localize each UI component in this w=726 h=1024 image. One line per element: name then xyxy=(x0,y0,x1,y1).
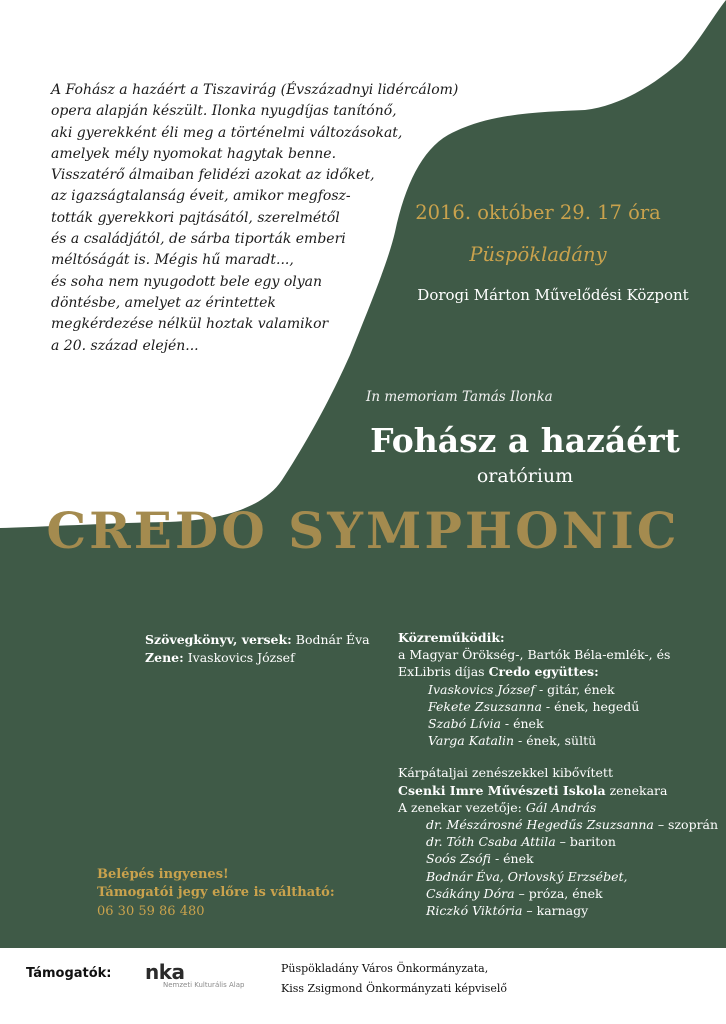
intro-line: aki gyerekként éli meg a történelmi változásokat, xyxy=(51,124,403,141)
soloist-row xyxy=(398,850,718,867)
main-title: CREDO SYMPHONIC xyxy=(46,501,680,560)
libretto-label: Szövegkönyv, versek: xyxy=(145,632,292,647)
leader-name: Gál András xyxy=(525,799,597,815)
soloist-row xyxy=(398,833,718,850)
soloist-name: Soós Zsófi xyxy=(426,851,491,867)
member-row xyxy=(398,732,718,749)
soloist-name: Csákány Dóra xyxy=(426,885,515,901)
soloist-role: - ének xyxy=(490,851,534,867)
logo-text: nka xyxy=(145,960,185,984)
intro-line: méltóságát is. Mégis hű maradt..., xyxy=(51,252,294,269)
work-subtitle: oratórium xyxy=(476,465,574,487)
member-role: - ének, sültü xyxy=(514,733,597,749)
intro-line: és soha nem nyugodott bele egy olyan xyxy=(51,273,323,290)
soloist-row xyxy=(398,816,718,833)
orchestra-suffix: zenekara xyxy=(605,782,668,798)
logo-subtitle: Nemzeti Kulturális Alap xyxy=(163,981,245,989)
memoriam-line: In memoriam Tamás Ilonka xyxy=(366,389,553,405)
libretto-value: Bodnár Éva xyxy=(295,632,370,647)
ensemble-suffix: : xyxy=(594,664,599,680)
music-credit xyxy=(145,649,370,667)
member-name: Szabó Lívia xyxy=(428,716,501,732)
leader-line xyxy=(398,799,718,816)
member-name: Varga Katalin xyxy=(428,733,515,749)
music-value: Ivaskovics József xyxy=(187,650,295,665)
orchestra-line xyxy=(398,782,718,799)
soloist-name: dr. Tóth Csaba Attila xyxy=(426,834,556,850)
event-venue: Dorogi Márton Művelődési Központ xyxy=(417,286,689,304)
ensemble-prefix: ExLibris díjas xyxy=(398,664,485,680)
sponsor-line: Püspökladány Város Önkormányzata, xyxy=(281,962,489,975)
intro-line: az igazságtalanság éveit, amikor megfosz- xyxy=(51,188,351,205)
credits-heading: Közreműködik: xyxy=(398,630,505,645)
orchestra-line: Kárpátaljai zenészekkel kibővített xyxy=(398,765,613,781)
soloist-role: – bariton xyxy=(555,834,616,850)
soloist-role: – próza, ének xyxy=(514,885,603,901)
credits-left xyxy=(145,631,370,667)
intro-line: döntésbe, amelyet az érintettek xyxy=(51,294,276,311)
ensemble-name: Credo együttes xyxy=(488,664,595,680)
music-label: Zene: xyxy=(145,650,184,665)
soloist-role: – szoprán xyxy=(653,817,719,833)
intro-line: amelyek mély nyomokat hagytak benne. xyxy=(51,145,337,162)
nka-logo xyxy=(145,960,275,990)
ensemble-line: a Magyar Örökség-, Bartók Béla-emlék-, és xyxy=(398,647,671,663)
ticket-line: Támogatói jegy előre is váltható: xyxy=(97,885,335,901)
supporters-label: Támogatók: xyxy=(26,966,112,981)
intro-line: opera alapján készült. Ilonka nyugdíjas tanítónő, xyxy=(51,103,397,120)
member-role: - ének xyxy=(500,716,544,732)
ensemble-line xyxy=(398,663,718,680)
soloist-name: dr. Mészárosné Hegedűs Zsuzsanna xyxy=(426,817,654,833)
intro-line: a 20. század elején... xyxy=(51,337,199,354)
intro-line: megkérdezése nélkül hoztak valamikor xyxy=(51,316,329,333)
intro-line: és a családjától, de sárba tiporták emberi xyxy=(51,231,346,248)
free-entry-line: Belépés ingyenes! xyxy=(97,867,229,882)
intro-line: A Fohász a hazáért a Tiszavirág (Évszázadnyi lidércálom) xyxy=(51,82,459,98)
work-title: Fohász a hazáért xyxy=(370,421,680,460)
member-role: - ének, hegedű xyxy=(541,698,640,714)
sponsor-line: Kiss Zsigmond Önkormányzati képviselő xyxy=(281,982,508,995)
soloist-row xyxy=(398,902,718,919)
soloist-row xyxy=(398,885,718,902)
libretto-credit xyxy=(145,631,370,649)
sponsor-list xyxy=(281,959,507,999)
member-role: - gitár, ének xyxy=(534,681,615,697)
orchestra-name: Csenki Imre Művészeti Iskola xyxy=(398,782,606,798)
leader-label: A zenekar vezetője: xyxy=(398,799,526,815)
event-date: 2016. október 29. 17 óra xyxy=(415,201,661,224)
spacer xyxy=(398,749,718,764)
intro-line: tották gyerekkori pajtásától, szerelmétől xyxy=(51,209,340,226)
soloist-name: Bodnár Éva, Orlovský Erzsébet, xyxy=(426,868,628,884)
member-name: Ivaskovics József xyxy=(428,681,535,697)
soloist-name: Riczkó Viktória xyxy=(426,903,523,919)
member-name: Fekete Zsuzsanna xyxy=(428,698,542,714)
entry-info xyxy=(97,866,335,921)
credits-right xyxy=(398,629,718,919)
member-row xyxy=(398,698,718,715)
event-city: Püspökladány xyxy=(469,243,607,266)
member-row xyxy=(398,715,718,732)
soloist-row xyxy=(398,868,718,885)
intro-line: Visszatérő álmaiban felidézi azokat az időket, xyxy=(51,167,375,184)
phone-number: 06 30 59 86 480 xyxy=(97,903,205,919)
soloist-role: – karnagy xyxy=(522,903,589,919)
member-row xyxy=(398,681,718,698)
